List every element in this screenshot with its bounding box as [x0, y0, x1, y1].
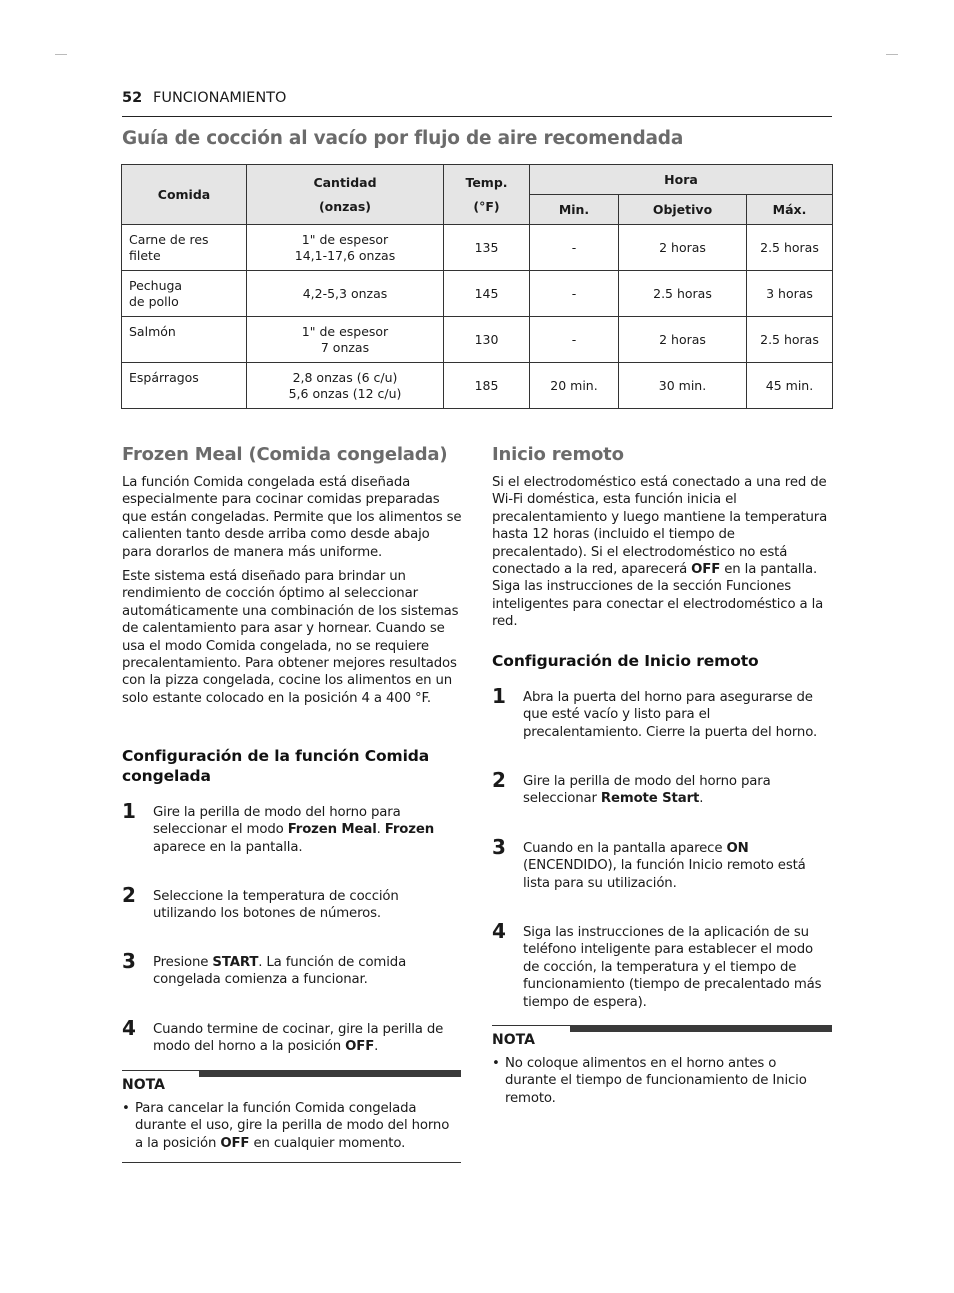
frozen-config-title: Configuración de la función Comida congelada	[122, 747, 430, 785]
cell-max: 45 min.	[747, 363, 833, 409]
note-text: No coloque alimentos en el horno antes o durante el tiempo de funcionamiento de Inicio remoto.	[505, 1056, 807, 1106]
remote-start-para: Si el electrodoméstico está conectado a una red de Wi-Fi doméstica, esta función inicia el precalentamiento y luego mantiene la temperatura hasta 12 horas (incluido el tiempo de precalentado). Si el electrodoméstico no está conectado a la red, aparecerá OFF en la pantalla. Siga las instrucciones de la sección Funciones inteligentes para conectar el electrodoméstico a la red.	[492, 475, 828, 630]
crop-mark-right	[886, 54, 898, 55]
col-header-max: Máx.	[747, 195, 833, 225]
table-row	[122, 363, 833, 409]
cell-quantity: 2,8 onzas (6 c/u) 5,6 onzas (12 c/u)	[247, 363, 444, 409]
cell-max: 2.5 horas	[747, 225, 833, 271]
cell-temp: 130	[444, 317, 530, 363]
cell-food: Espárragos	[122, 363, 247, 409]
step-number: 2	[492, 768, 506, 792]
cell-temp: 145	[444, 271, 530, 317]
step-number: 1	[492, 684, 506, 708]
note-bar	[199, 1070, 461, 1077]
note-text: Para cancelar la función Comida congelada durante el uso, gire la perilla de modo del horno a la posición OFF en cualquier momento.	[135, 1101, 450, 1151]
frozen-meal-para-1: La función Comida congelada está diseñada especialmente para cocinar comidas preparadas que están congeladas. Permite que los alimentos se calienten tanto desde arriba como desde abajo para dorarlos de manera más uniforme.	[122, 475, 462, 560]
bullet-icon: •	[492, 1056, 500, 1071]
step-number: 3	[122, 949, 136, 973]
crop-mark-left	[55, 54, 67, 55]
step-text: Gire la perilla de modo del horno para seleccionar el modo Frozen Meal. Frozen aparece en la pantalla.	[153, 805, 435, 855]
cell-min: -	[530, 271, 619, 317]
page-number: 52	[122, 90, 143, 106]
table-row	[122, 225, 833, 271]
cell-target: 2.5 horas	[619, 271, 747, 317]
col-header-time: Hora	[530, 165, 833, 195]
step-number: 4	[492, 919, 506, 943]
cell-temp: 135	[444, 225, 530, 271]
step-text: Presione START. La función de comida congelada comienza a funcionar.	[153, 955, 407, 988]
guide-title: Guía de cocción al vacío por flujo de aire recomendada	[122, 128, 684, 149]
note-bar	[570, 1025, 832, 1032]
step-text: Cuando en la pantalla aparece ON (ENCENDIDO), la función Inicio remoto está lista para su utilización.	[523, 841, 806, 891]
remote-config-title: Configuración de Inicio remoto	[492, 652, 759, 670]
cooking-guide-table	[121, 164, 833, 409]
cell-food: Pechuga de pollo	[122, 271, 247, 317]
step-number: 3	[492, 835, 506, 859]
col-header-temp: Temp. (°F)	[444, 165, 530, 225]
step-number: 2	[122, 883, 136, 907]
cell-quantity: 1" de espesor 14,1-17,6 onzas	[247, 225, 444, 271]
frozen-meal-para-2: Este sistema está diseñado para brindar un rendimiento de cocción óptimo al seleccionar automáticamente una combinación de los sistemas de calentamiento para asar y hornear. Cuando se usa el modo Comida congelada, no se requiere precalentamiento. Para obtener mejores resultados con la pizza congelada, cocine los alimentos en un solo estante colocado en la posición 4 a 400 °F.	[122, 569, 459, 706]
cell-quantity: 4,2-5,3 onzas	[247, 271, 444, 317]
note-top-rule	[122, 1070, 199, 1071]
cell-food: Salmón	[122, 317, 247, 363]
cell-min: -	[530, 317, 619, 363]
col-header-food: Comida	[122, 165, 247, 225]
bullet-icon: •	[122, 1101, 130, 1116]
cell-target: 2 horas	[619, 317, 747, 363]
step-text: Abra la puerta del horno para asegurarse de que esté vacío y listo para el precalentamiento. Cierre la puerta del horno.	[523, 690, 818, 740]
frozen-meal-section	[122, 444, 462, 1055]
note-title: NOTA	[492, 1032, 535, 1048]
remote-start-title: Inicio remoto	[492, 444, 624, 465]
col-header-min: Min.	[530, 195, 619, 225]
col-header-target: Objetivo	[619, 195, 747, 225]
step-text: Cuando termine de cocinar, gire la perilla de modo del horno a la posición OFF.	[153, 1022, 444, 1055]
cell-max: 3 horas	[747, 271, 833, 317]
cell-food: Carne de res filete	[122, 225, 247, 271]
page-header	[122, 88, 832, 117]
step-text: Siga las instrucciones de la aplicación de su teléfono inteligente para establecer el modo de cocción, la temperatura y el tiempo de funcionamiento (tiempo de precalentado más tiempo de espera).	[523, 925, 822, 1010]
cell-target: 30 min.	[619, 363, 747, 409]
step-text: Seleccione la temperatura de cocción utilizando los botones de números.	[153, 889, 399, 922]
cell-max: 2.5 horas	[747, 317, 833, 363]
table-row	[122, 271, 833, 317]
cell-target: 2 horas	[619, 225, 747, 271]
cell-min: 20 min.	[530, 363, 619, 409]
note-title: NOTA	[122, 1077, 165, 1093]
cell-temp: 185	[444, 363, 530, 409]
col-header-quantity: Cantidad (onzas)	[247, 165, 444, 225]
note-bottom-rule	[122, 1162, 461, 1163]
step-text: Gire la perilla de modo del horno para seleccionar Remote Start.	[523, 774, 771, 807]
step-number: 4	[122, 1016, 136, 1040]
note-top-rule	[492, 1025, 570, 1026]
remote-start-section	[492, 444, 832, 1010]
cell-quantity: 1" de espesor 7 onzas	[247, 317, 444, 363]
cell-min: -	[530, 225, 619, 271]
step-number: 1	[122, 799, 136, 823]
section-name: FUNCIONAMIENTO	[153, 90, 287, 106]
frozen-meal-title: Frozen Meal (Comida congelada)	[122, 444, 448, 465]
table-row	[122, 317, 833, 363]
